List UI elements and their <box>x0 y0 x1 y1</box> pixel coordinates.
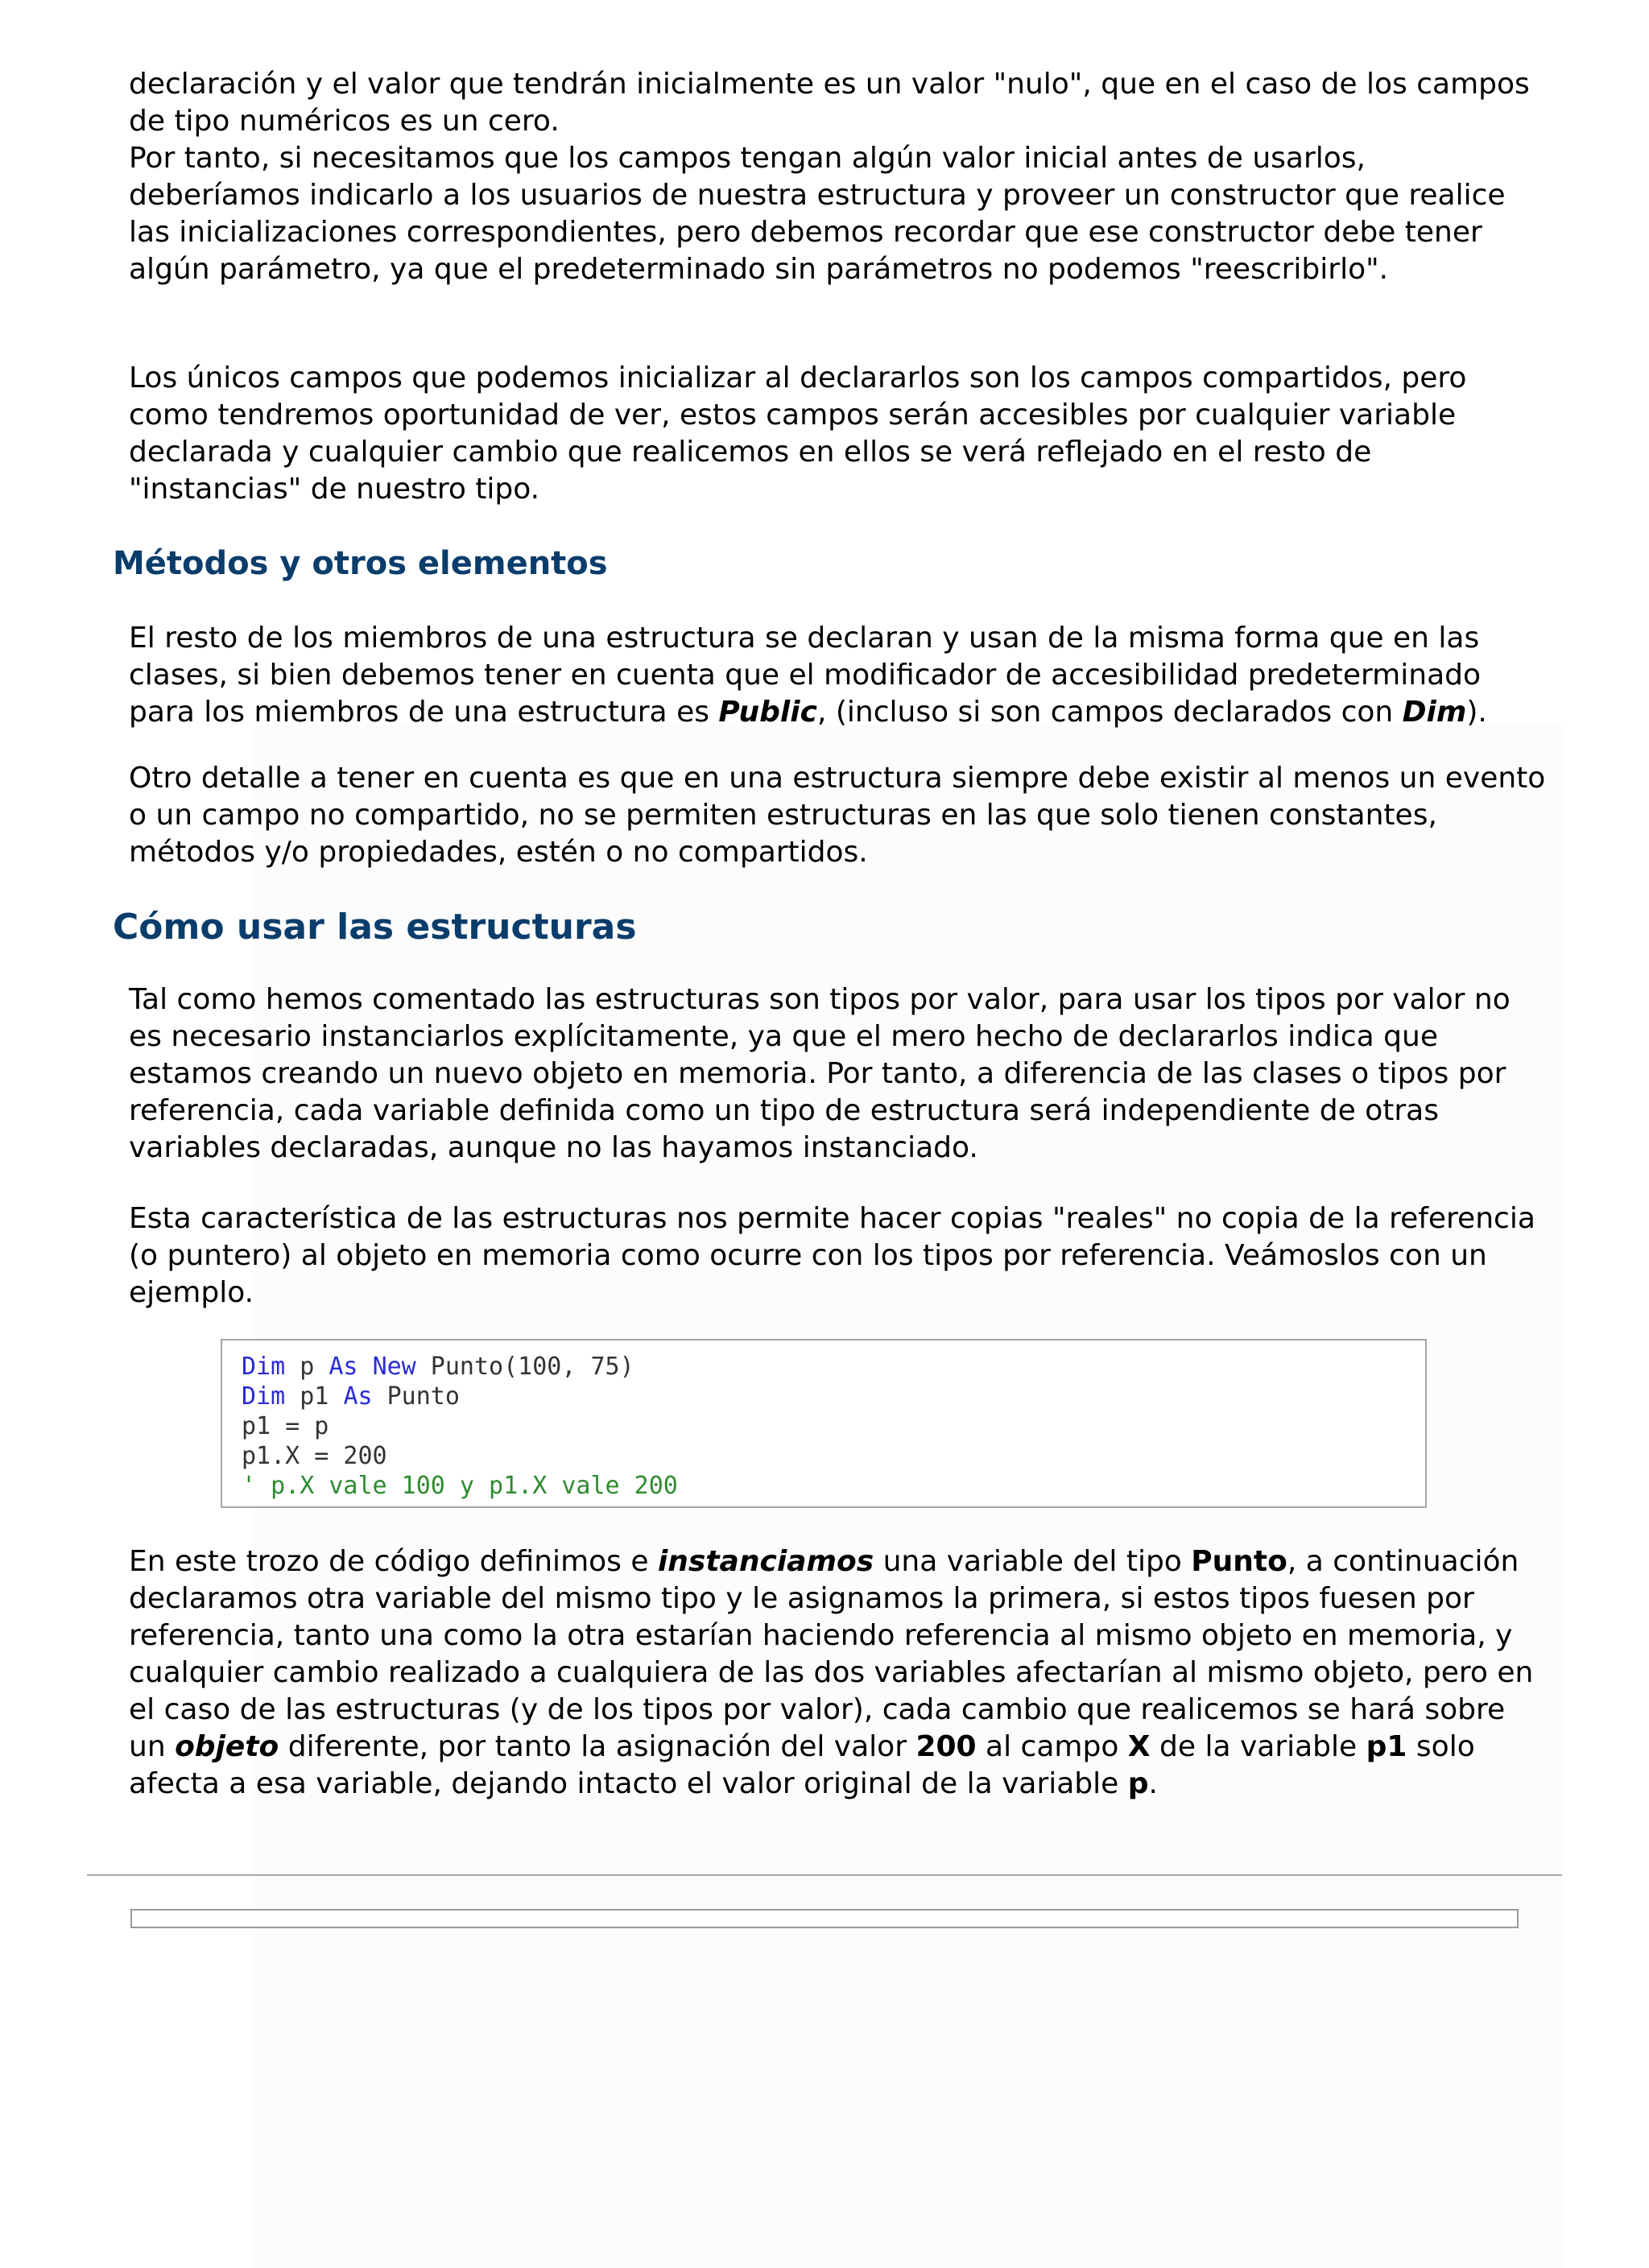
emphasis-public: Public <box>718 696 817 729</box>
code-text: Punto <box>372 1382 460 1411</box>
text: diferente, por tanto la asignación del valor <box>279 1730 916 1763</box>
footer-divider <box>87 1874 1562 1876</box>
code-keyword: Dim <box>242 1353 286 1381</box>
paragraph-campos-compartidos: Los únicos campos que podemos inicializar al declararlos son los campos compartidos, pero como tendremos oportunidad de ver, estos campos serán accesibles por cualquier variable declarada y cualquier cambio que realicemos en ellos se verá reflejado en el resto de "instancias" de nuestro tipo. <box>129 361 1467 506</box>
paragraph-resto-miembros <box>129 620 1546 731</box>
paragraph-text: declaración y el valor que tendrán inicialmente es un valor "nulo", que en el caso de los campos de tipo numéricos es un cero. <box>129 68 1530 138</box>
code-keyword: New <box>372 1353 416 1381</box>
code-line <box>242 1382 460 1411</box>
code-line <box>242 1353 634 1381</box>
text: de la variable <box>1150 1730 1366 1763</box>
code-comment: ' p.X vale 100 y p1.X vale 200 <box>242 1472 678 1500</box>
footer-box <box>130 1909 1519 1928</box>
text: En este trozo de código definimos e <box>129 1545 658 1578</box>
paragraph-explicacion-ejemplo <box>129 1543 1546 1803</box>
text: , (incluso si son campos declarados con <box>816 696 1403 729</box>
emphasis-p1: p1 <box>1366 1730 1407 1763</box>
code-line: p1.X = 200 <box>242 1442 387 1470</box>
text: solo afecta a esa variable, dejando intacto el valor original de la variable <box>129 1730 1475 1800</box>
text: al campo <box>976 1730 1128 1763</box>
paragraph-copias-reales: Esta característica de las estructuras nos permite hacer copias "reales" no copia de la referencia (o puntero) al objeto en memoria como ocurre con los tipos por referencia. Veámoslos con un ejemplo. <box>129 1202 1535 1309</box>
paragraph-tipos-por-valor: Tal como hemos comentado las estructuras son tipos por valor, para usar los tipos por valor no es necesario instanciarlos explícitamente, ya que el mero hecho de declararlos indica que estamos creando un nuevo objeto en memoria. Por tanto, a diferencia de las clases o tipos por referencia, cada variable definida como un tipo de estructura será independiente de otras variables declaradas, aunque no las hayamos instanciado. <box>129 983 1511 1164</box>
text: El resto de los miembros de una estructura se declaran y usan de la misma forma que en las clases, si bien debemos tener en cuenta que el modificador de accesibilidad predeterminado para los miembros de una estructura es <box>129 622 1482 729</box>
section-heading-como-usar: Cómo usar las estructuras <box>113 907 637 948</box>
paragraph-text: Por tanto, si necesitamos que los campos tengan algún valor inicial antes de usarlos, deberíamos indicarlo a los usuarios de nuestra estructura y proveer un constructor que realice las inicializaciones correspondientes, pero debemos recordar que ese constructor debe tener algún parámetro, ya que el predeterminado sin parámetros no podemos "reescribirlo". <box>129 142 1506 286</box>
emphasis-200: 200 <box>915 1730 977 1763</box>
text: una variable del tipo <box>874 1545 1192 1578</box>
emphasis-p: p <box>1127 1767 1149 1800</box>
code-block <box>221 1339 1427 1508</box>
text: , a continuación declaramos otra variable del mismo tipo y le asignamos la primera, si estos tipos fuesen por referencia, tanto una como la otra estarían haciendo referencia al mismo objeto en memoria, y cualquier cambio realizado a cualquiera de las dos variables afectarían al mismo objeto, pero en el caso de las estructuras (y de los tipos por valor), cada cambio que realicemos se hará sobre un <box>129 1545 1534 1763</box>
code-text: p <box>285 1353 329 1381</box>
emphasis-dim: Dim <box>1402 696 1467 729</box>
paragraph-valor-nulo <box>129 66 1546 288</box>
code-line: p1 = p <box>242 1412 329 1440</box>
text: ). <box>1466 696 1487 729</box>
code-text: Punto(100, 75) <box>415 1353 634 1381</box>
emphasis-instanciamos: instanciamos <box>657 1545 874 1578</box>
code-keyword: As <box>343 1382 373 1411</box>
code-text: p1 <box>285 1382 344 1411</box>
emphasis-punto: Punto <box>1191 1545 1287 1578</box>
text: . <box>1148 1767 1158 1800</box>
emphasis-objeto: objeto <box>175 1730 279 1763</box>
section-heading-metodos: Métodos y otros elementos <box>113 545 608 582</box>
code-keyword: Dim <box>242 1382 286 1411</box>
paragraph-otro-detalle: Otro detalle a tener en cuenta es que en una estructura siempre debe existir al menos un evento o un campo no compartido, no se permiten estructuras en las que solo tienen constantes, métodos y/o propiedades, estén o no compartidos. <box>129 762 1546 869</box>
code-keyword: As <box>329 1353 358 1381</box>
code-text <box>358 1353 373 1381</box>
emphasis-x: X <box>1127 1730 1151 1763</box>
